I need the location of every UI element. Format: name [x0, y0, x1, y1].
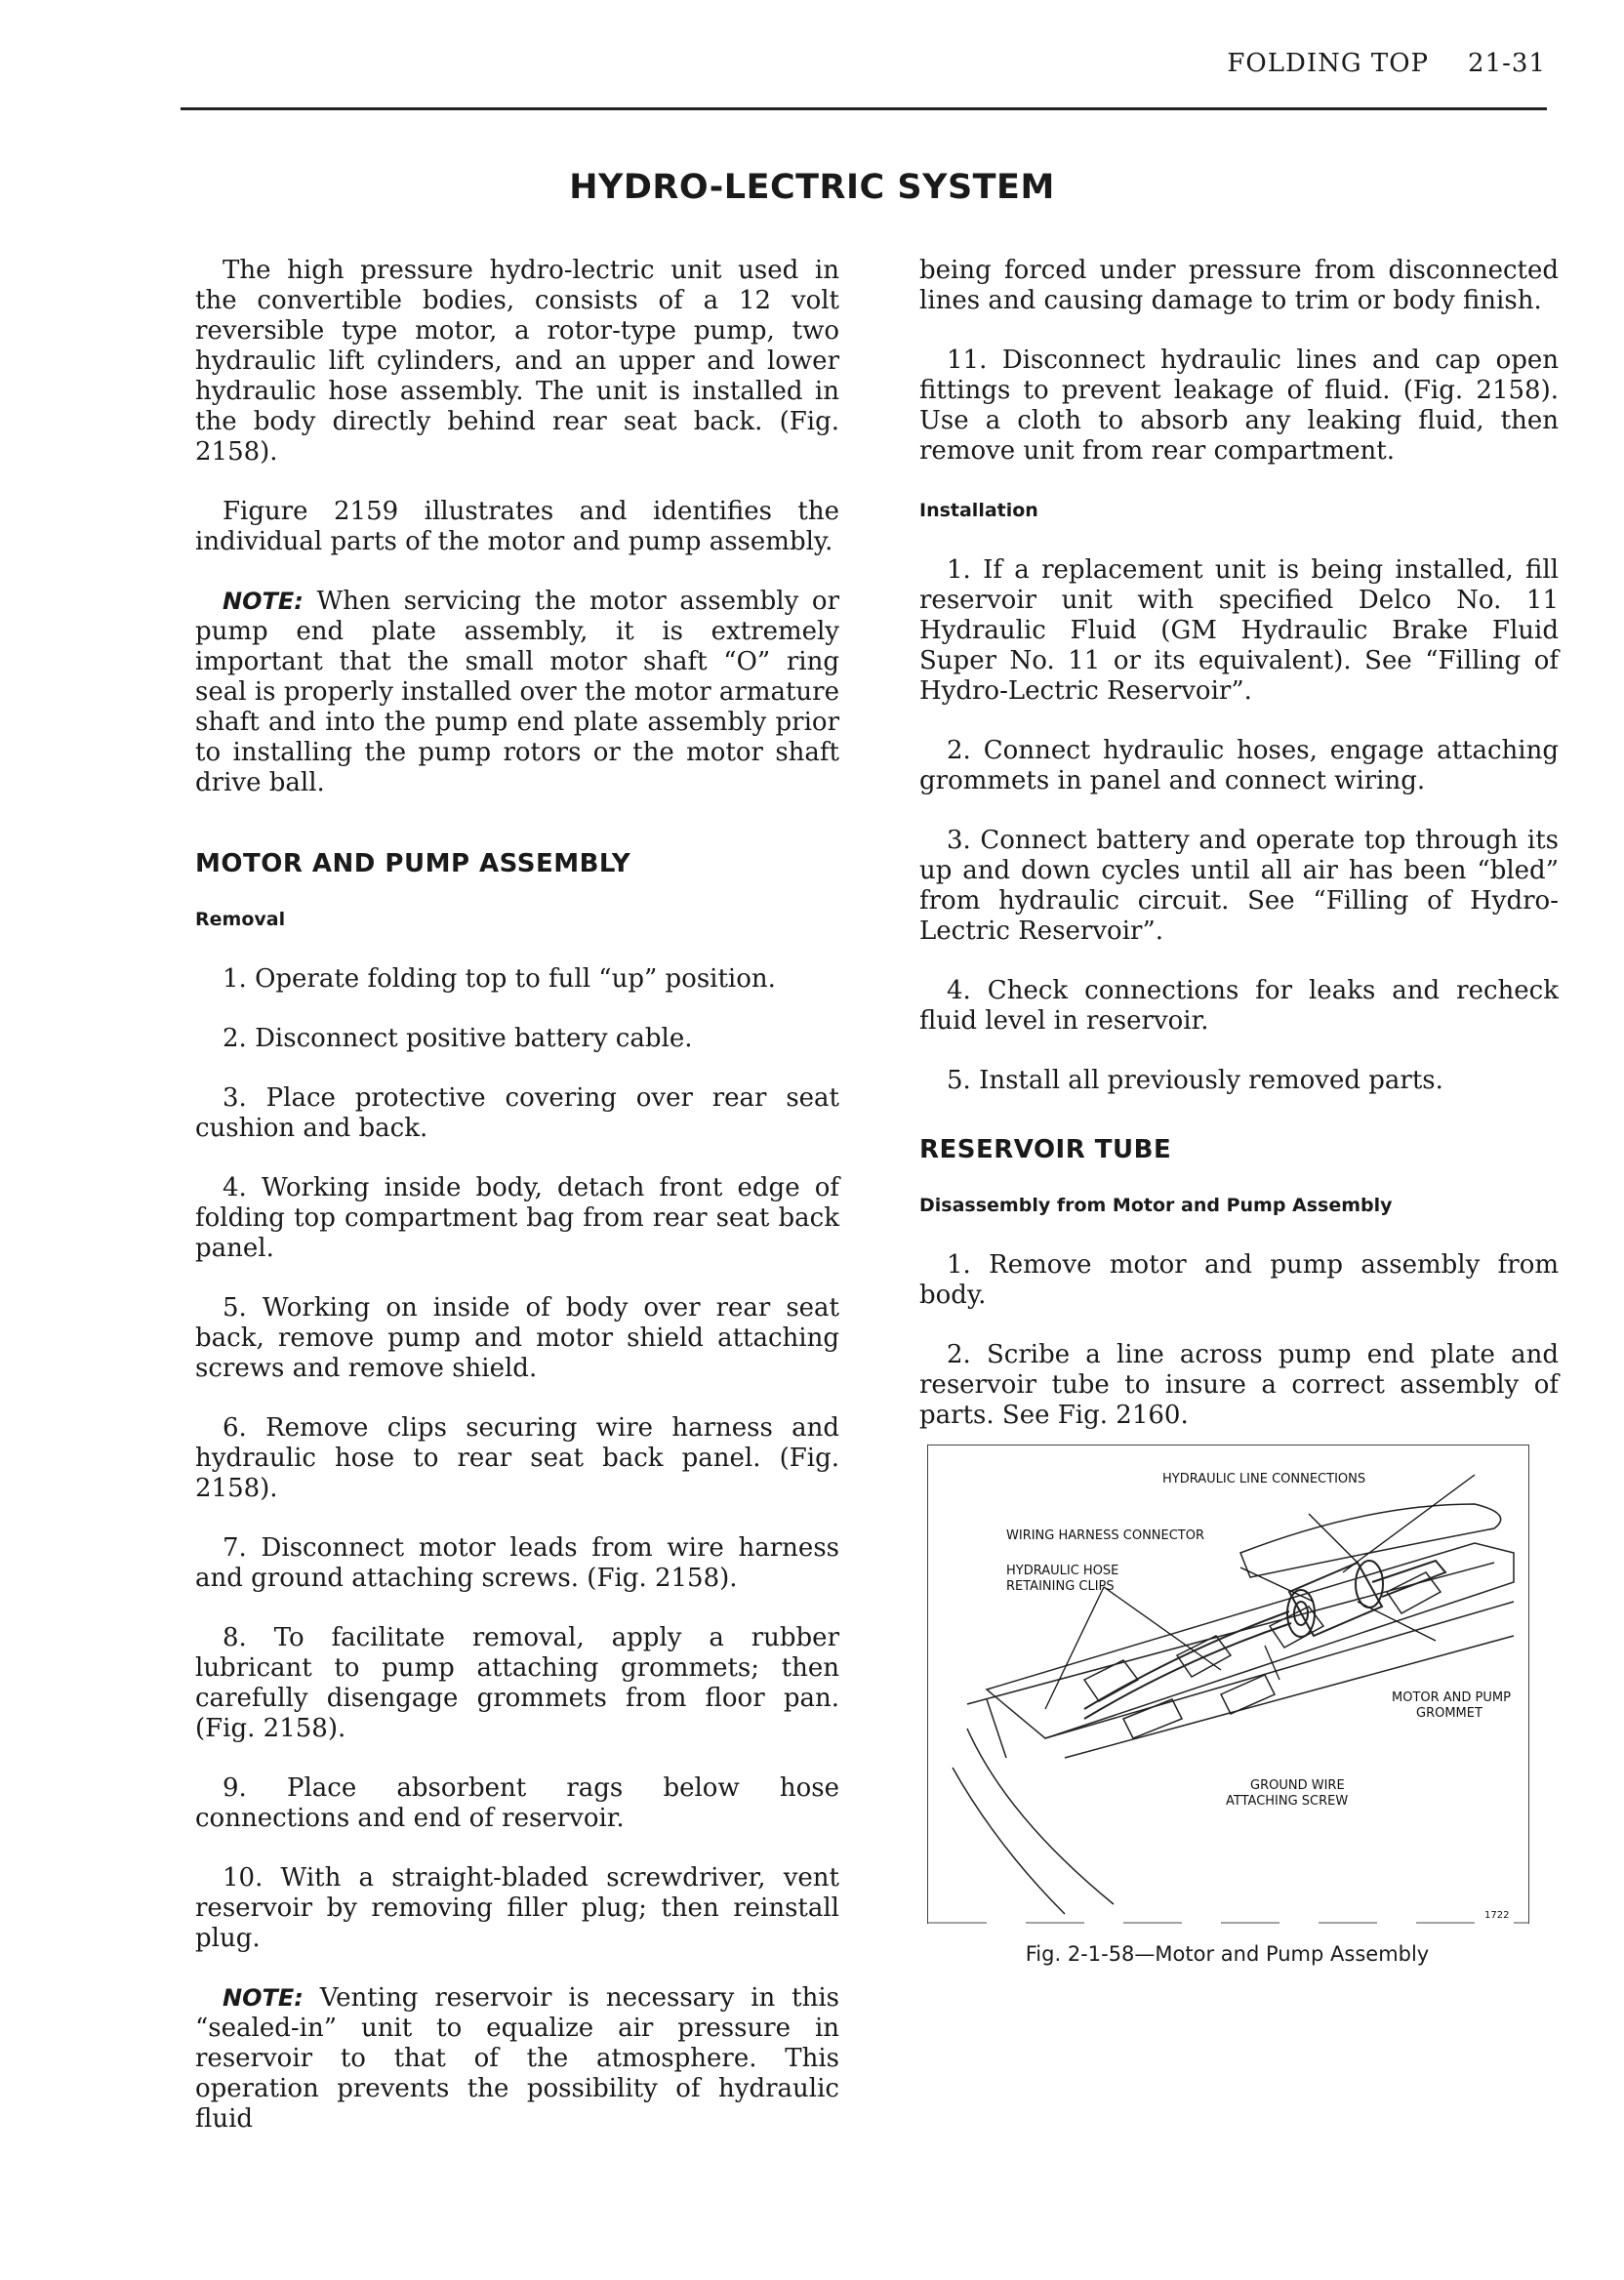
removal-step: 11. Disconnect hydraulic lines and cap open fittings to prevent leakage of fluid. (Fig. 2158). Use a cloth to absorb any leaking fluid, then remove unit from rear compartment.	[919, 346, 1559, 466]
callout-ground-wire-line2: ATTACHING SCREW	[1226, 1794, 1349, 1809]
installation-step: 4. Check connections for leaks and recheck fluid level in reservoir.	[919, 976, 1559, 1036]
removal-step: 8. To facilitate removal, apply a rubber lubricant to pump attaching grommets; then carefully disengage grommets from floor pan. (Fig. 2158).	[195, 1623, 839, 1743]
subheading-disassembly: Disassembly from Motor and Pump Assembly	[919, 1195, 1393, 1216]
left-column	[195, 256, 839, 2164]
motor-pump-illustration	[928, 1445, 1528, 1924]
running-header	[1227, 49, 1546, 78]
removal-step: 9. Place absorbent rags below hose connections and end of reservoir.	[195, 1773, 839, 1833]
removal-step: 3. Place protective covering over rear seat cushion and back.	[195, 1083, 839, 1143]
intro-paragraph: The high pressure hydro-lectric unit used in the convertible bodies, consists of a 12 volt reversible type motor, a rotor-type pump, two hydraulic lift cylinders, and an upper and lower hydraulic hose assembly. The unit is installed in the body directly behind rear seat back. (Fig. 2158).	[195, 256, 839, 467]
removal-step: 7. Disconnect motor leads from wire harness and ground attaching screws. (Fig. 2158).	[195, 1533, 839, 1593]
installation-step: 5. Install all previously removed parts.	[947, 1066, 1443, 1095]
header-page-number: 21-31	[1468, 49, 1546, 78]
removal-step: 2. Disconnect positive battery cable.	[223, 1024, 693, 1053]
callout-hydraulic-line: HYDRAULIC LINE CONNECTIONS	[1162, 1472, 1366, 1486]
note-label: NOTE:	[223, 1984, 304, 2012]
motor-pump-figure	[927, 1445, 1529, 1924]
note-text: When servicing the motor assembly or pump end plate assembly, it is extremely important that the small motor shaft “O” ring seal is properly installed over the motor armature shaft and into the pump end plate assembly prior to installing the pump rotors or the motor shaft drive ball.	[195, 587, 839, 797]
subheading-removal: Removal	[195, 909, 286, 930]
note-text: Venting reservoir is necessary in this “sealed-in” unit to equalize air pressure in reservoir to that of the atmosphere. This operation prevents the possibility of hydraulic fluid	[195, 1983, 840, 2134]
disassembly-step: 2. Scribe a line across pump end plate and reservoir tube to insure a correct assembly of parts. See Fig. 2160.	[919, 1340, 1559, 1430]
section-heading-motor-pump: MOTOR AND PUMP ASSEMBLY	[195, 849, 631, 878]
continued-paragraph: being forced under pressure from disconnected lines and causing damage to trim or body finish.	[919, 256, 1559, 315]
callout-wiring-harness: WIRING HARNESS CONNECTOR	[1006, 1528, 1205, 1543]
callout-ground-wire-line1: GROUND WIRE	[1250, 1778, 1345, 1793]
note-label: NOTE:	[223, 588, 304, 615]
installation-step: 3. Connect battery and operate top through its up and down cycles until all air has been “bled” from hydraulic circuit. See “Filling of Hydro-Lectric Reservoir”.	[919, 826, 1559, 946]
callout-motor-pump-line2: GROMMET	[1416, 1706, 1482, 1721]
note-paragraph	[195, 1983, 839, 2135]
installation-step: 2. Connect hydraulic hoses, engage attaching grommets in panel and connect wiring.	[919, 736, 1559, 795]
figure-reference-paragraph: Figure 2159 illustrates and identifies the individual parts of the motor and pump assembly.	[195, 497, 839, 556]
note-paragraph	[195, 587, 839, 798]
header-rule	[181, 107, 1547, 110]
installation-step: 1. If a replacement unit is being installed, fill reservoir unit with specified Delco No. 11 Hydraulic Fluid (GM Hydraulic Brake Fluid Super No. 11 or its equivalent). See “Filling of Hydro-Lectric Reservoir”.	[919, 555, 1559, 706]
page-title: HYDRO-LECTRIC SYSTEM	[569, 168, 1055, 207]
figure-caption: Fig. 2-1-58—Motor and Pump Assembly	[1025, 1942, 1430, 1966]
disassembly-step: 1. Remove motor and pump assembly from body.	[919, 1250, 1559, 1310]
removal-step: 10. With a straight-bladed screwdriver, vent reservoir by removing filler plug; then reinstall plug.	[195, 1863, 839, 1953]
header-title: FOLDING TOP	[1227, 49, 1430, 78]
callout-motor-pump-line1: MOTOR AND PUMP	[1392, 1690, 1511, 1705]
callout-hose-clips-line1: HYDRAULIC HOSE	[1006, 1564, 1119, 1578]
section-heading-reservoir-tube: RESERVOIR TUBE	[919, 1135, 1172, 1164]
figure-number: 1722	[1484, 1910, 1510, 1921]
removal-step: 5. Working on inside of body over rear seat back, remove pump and motor shield attaching screws and remove shield.	[195, 1293, 839, 1383]
callout-hose-clips-line2: RETAINING CLIPS	[1006, 1579, 1115, 1594]
removal-step: 1. Operate folding top to full “up” position.	[223, 964, 776, 994]
right-column	[919, 256, 1559, 1460]
removal-step: 6. Remove clips securing wire harness and hydraulic hose to rear seat back panel. (Fig. 2158).	[195, 1413, 839, 1503]
subheading-installation: Installation	[919, 500, 1038, 521]
removal-step: 4. Working inside body, detach front edge of folding top compartment bag from rear seat back panel.	[195, 1173, 839, 1263]
